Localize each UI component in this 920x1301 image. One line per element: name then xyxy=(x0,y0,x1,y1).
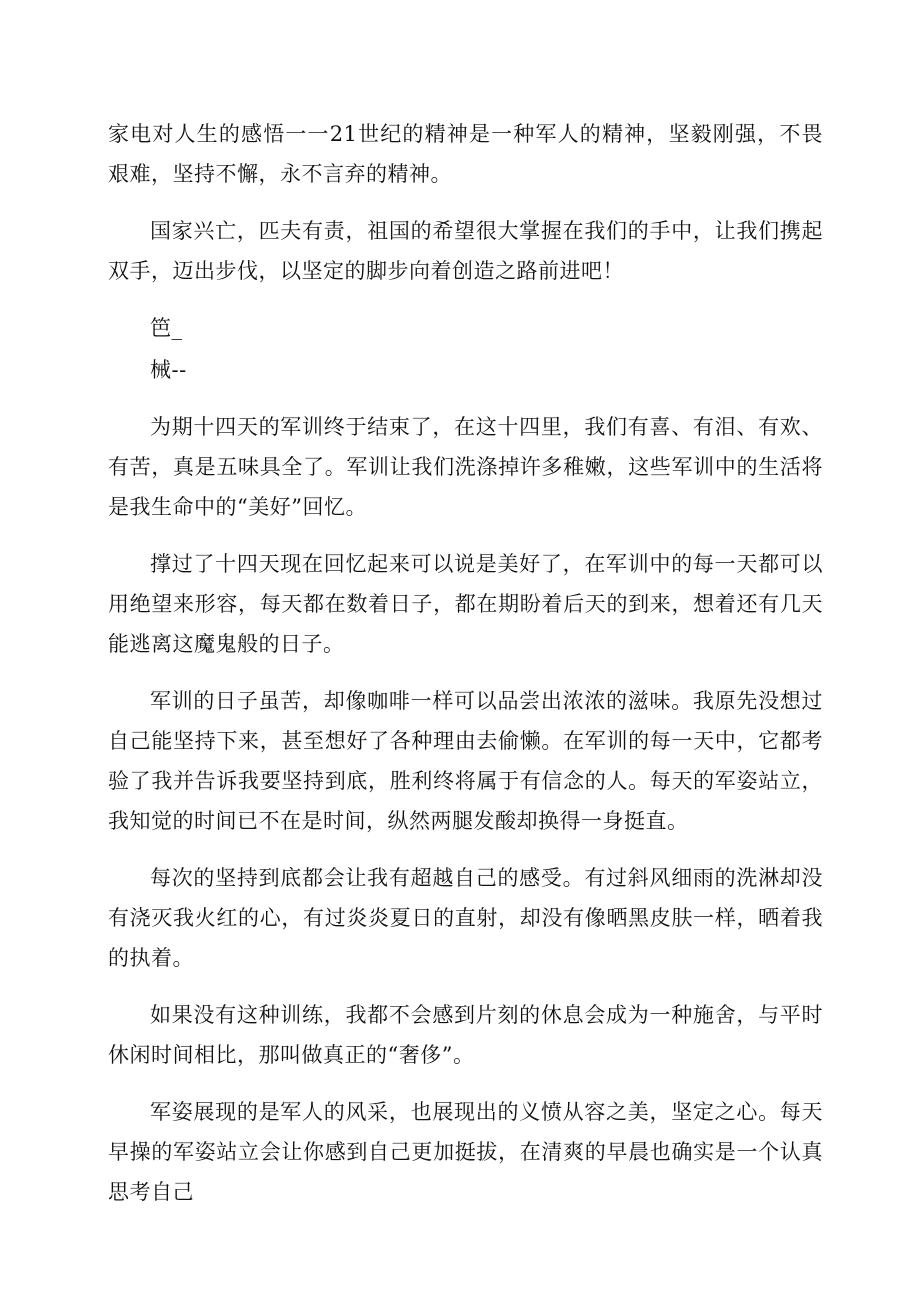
paragraph-9: 如果没有这种训练，我都不会感到片刻的休息会成为一种施舍，与平时休闲时间相比，那叫做真正的“奢侈”。 xyxy=(108,1003,823,1067)
paragraph-2: 国家兴亡，匹夫有责，祖国的希望很大掌握在我们的手中，让我们携起双手，迈出步伐，以坚定的脚步向着创造之路前进吧！ xyxy=(108,219,823,283)
document-body xyxy=(108,114,823,1229)
paragraph-3: 笆_ xyxy=(150,316,183,340)
paragraph-7: 军训的日子虽苦，却像咖啡一样可以品尝出浓浓的滋味。我原先没想过自己能坚持下来，甚至想好了各种理由去偷懒。在军训的每一天中，它都考验了我并告诉我要坚持到底，胜利终将属于有信念的人。每天的军姿站立，我知觉的时间已不在是时间，纵然两腿发酸却换得一身挺直。 xyxy=(108,689,823,833)
paragraph-5: 为期十四天的军训终于结束了，在这十四里，我们有喜、有泪、有欢、有苦，真是五味具全了。军训让我们洗涤掉许多稚嫩，这些军训中的生活将是我生命中的“美好”回忆。 xyxy=(108,415,823,519)
paragraph-6: 撑过了十四天现在回忆起来可以说是美好了，在军训中的每一天都可以用绝望来形容，每天都在数着日子，都在期盼着后天的到来，想着还有几天能逃离这魔鬼般的日子。 xyxy=(108,552,823,656)
paragraph-10: 军姿展现的是军人的风采，也展现出的义愤从容之美，坚定之心。每天早操的军姿站立会让你感到自己更加挺拔，在清爽的早晨也确实是一个认真思考自己 xyxy=(108,1100,823,1204)
paragraph-8: 每次的坚持到底都会让我有超越自己的感受。有过斜风细雨的洗淋却没有浇灭我火红的心，有过炎炎夏日的直射，却没有像晒黑皮肤一样，晒着我的执着。 xyxy=(108,866,823,970)
paragraph-4: 械-- xyxy=(150,358,187,382)
paragraph-1: 家电对人生的感悟一一21世纪的精神是一种军人的精神，坚毅刚强，不畏艰难，坚持不懈，永不言弃的精神。 xyxy=(108,122,823,186)
